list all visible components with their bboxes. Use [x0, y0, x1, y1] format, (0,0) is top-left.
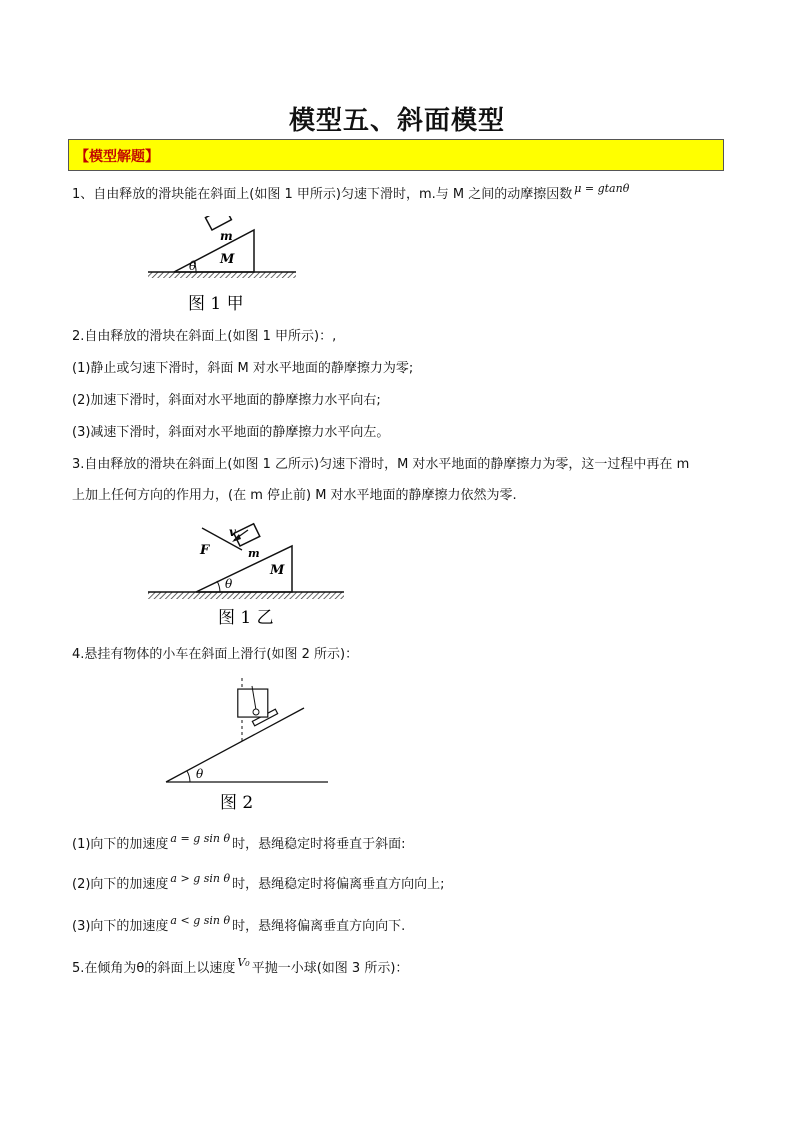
- paragraph-3-line-1: 3.自由释放的滑块在斜面上(如图 1 乙所示)匀速下滑时，M 对水平地面的静摩擦力为零，这一过程中再在 m: [72, 457, 690, 472]
- paragraph-1-text: 1、自由释放的滑块能在斜面上(如图 1 甲所示)匀速下滑时，m.与 M 之间的动摩擦因数: [72, 187, 573, 202]
- initial-velocity-symbol: V₀: [237, 956, 250, 969]
- incline-line: [166, 708, 304, 782]
- figure-1-yi-caption: 图 1 乙: [218, 608, 274, 628]
- paragraph-5-post: 平抛一小球(如图 3 所示)：: [251, 961, 409, 976]
- figure-1-jia-caption: 图 1 甲: [188, 294, 244, 314]
- condition-3-pre: (3)向下的加速度: [72, 919, 169, 934]
- label-theta: θ: [225, 577, 233, 591]
- paragraph-2-item-3: (3)减速下滑时，斜面对水平地面的静摩擦力水平向左。: [72, 425, 390, 440]
- paragraph-3-line-2: 上加上任何方向的作用力，(在 m 停止前) M 对水平地面的静摩擦力依然为零.: [72, 488, 517, 503]
- label-theta: θ: [189, 259, 197, 273]
- paragraph-2: 2.自由释放的滑块在斜面上(如图 1 甲所示)：,: [72, 329, 337, 344]
- condition-2: [72, 872, 445, 894]
- figure-2-caption: 图 2: [220, 793, 254, 812]
- label-M: M: [220, 252, 235, 267]
- figure-2: [160, 672, 340, 812]
- figure-1-yi: [140, 522, 350, 630]
- condition-2-pre: (2)向下的加速度: [72, 877, 169, 892]
- condition-1-pre: (1)向下的加速度: [72, 837, 169, 852]
- figure-1-jia: [140, 216, 310, 316]
- section-banner: [68, 139, 724, 171]
- condition-1: [72, 832, 406, 854]
- incline-block: [174, 230, 254, 272]
- friction-formula: μ = gtanθ: [574, 182, 630, 195]
- paragraph-5: [72, 956, 409, 978]
- label-m: m: [220, 229, 233, 243]
- page-title: 模型五、斜面模型: [288, 106, 505, 136]
- slider-block: [205, 216, 231, 230]
- label-m: m: [248, 547, 260, 560]
- label-v: v: [229, 525, 236, 539]
- paragraph-2-item-1: (1)静止或匀速下滑时，斜面 M 对水平地面的静摩擦力为零;: [72, 361, 414, 376]
- banner-label: 【模型解题】: [75, 149, 159, 165]
- condition-1-formula: a = g sin θ: [170, 832, 231, 845]
- label-F: F: [200, 543, 210, 558]
- condition-3: [72, 914, 406, 936]
- paragraph-4: 4.悬挂有物体的小车在斜面上滑行(如图 2 所示)：: [72, 647, 359, 662]
- paragraph-2-item-2: (2)加速下滑时，斜面对水平地面的静摩擦力水平向右;: [72, 393, 381, 408]
- condition-2-post: 时，悬绳稳定时将偏离垂直方向向上;: [232, 877, 445, 892]
- ground: [148, 272, 296, 278]
- paragraph-1: [72, 182, 631, 204]
- ground: [148, 592, 344, 599]
- condition-3-post: 时，悬绳将偏离垂直方向向下.: [232, 919, 406, 934]
- slider-block: [234, 524, 260, 546]
- label-M: M: [270, 563, 285, 578]
- paragraph-5-pre: 5.在倾角为θ的斜面上以速度: [72, 961, 236, 976]
- label-theta: θ: [196, 767, 204, 781]
- condition-1-post: 时，悬绳稳定时将垂直于斜面:: [232, 837, 406, 852]
- suspended-ball: [253, 709, 259, 715]
- condition-2-formula: a > g sin θ: [170, 872, 231, 885]
- cart: [226, 677, 280, 731]
- condition-3-formula: a < g sin θ: [170, 914, 231, 927]
